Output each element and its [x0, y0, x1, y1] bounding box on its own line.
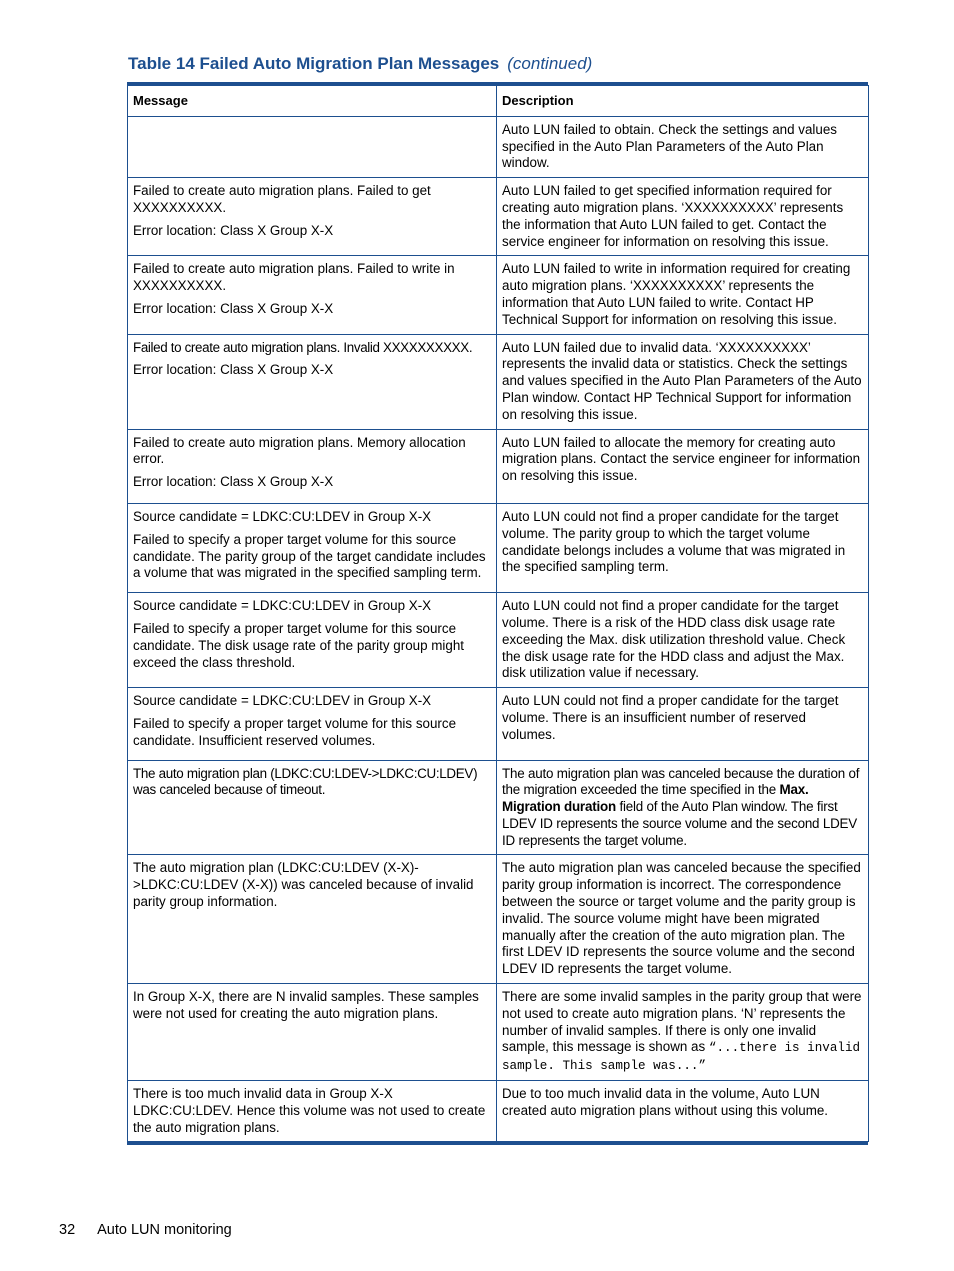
message-text: Failed to create auto migration plans. Invalid XXXXXXXXXX. — [133, 339, 473, 355]
table-row — [128, 178, 869, 256]
description-text: The auto migration plan was canceled because the specified parity group information is incorrect. The correspondence between the source or target volume and the parity group is invalid. The source volume might have been migrated manually after the creation of the auto migration plan. The first LDEV ID represents the source volume and the second LDEV ID represents the target volume. — [502, 860, 861, 977]
description-text: Auto LUN could not find a proper candidate for the target volume. The parity group to which the target volume candidate belongs includes a volume that was migrated in the specified sampling term. — [502, 508, 846, 575]
error-location: Error location: Class X Group X-X — [133, 222, 334, 238]
message-text: Failed to create auto migration plans. Failed to get XXXXXXXXXX. — [133, 183, 431, 215]
message-cell — [128, 178, 497, 256]
description-text: Auto LUN failed due to invalid data. ‘XXXXXXXXXX’ represents the invalid data or statistics. Check the settings and values specified in the Auto Plan Parameters of the Auto Plan window. Contact HP Technical Support for information on resolving this issue. — [502, 339, 862, 422]
table-continued-label: (continued) — [507, 54, 593, 73]
message-text: There is too much invalid data in Group X-X LDKC:CU:LDEV. Hence this volume was not used to create the auto migration plans. — [133, 1086, 486, 1135]
table-title: Table 14 Failed Auto Migration Plan Messages — [128, 54, 500, 73]
table-row — [128, 855, 869, 984]
message-cell — [128, 116, 497, 177]
message-cell — [128, 256, 497, 334]
message-cell — [128, 429, 497, 503]
error-location: Error location: Class X Group X-X — [133, 474, 334, 490]
table-row — [128, 760, 869, 855]
description-text-start: The auto migration plan was canceled because the duration of the migration exceeded the time specified in the — [502, 765, 860, 798]
description-text — [502, 766, 863, 850]
table-caption — [128, 54, 592, 74]
table-row — [128, 1081, 869, 1142]
description-text: Auto LUN failed to obtain. Check the settings and values specified in the Auto Plan Parameters of the Auto Plan window. — [502, 121, 837, 171]
source-candidate: Source candidate = LDKC:CU:LDEV in Group X-X — [133, 508, 432, 524]
page-footer — [59, 1222, 232, 1238]
table-row — [128, 256, 869, 334]
footer-section-title: Auto LUN monitoring — [97, 1222, 232, 1238]
message-text: The auto migration plan (LDKC:CU:LDEV->LDKC:CU:LDEV) was canceled because of timeout. — [133, 765, 478, 798]
table-row — [128, 984, 869, 1081]
description-cell — [497, 503, 869, 592]
source-candidate: Source candidate = LDKC:CU:LDEV in Group X-X — [133, 693, 432, 709]
description-text: Auto LUN could not find a proper candidate for the target volume. There is an insufficient number of reserved volumes. — [502, 693, 839, 742]
description-cell — [497, 984, 869, 1081]
message-cell — [128, 593, 497, 688]
column-header-message: Message — [128, 86, 497, 117]
table-row — [128, 503, 869, 592]
table-row — [128, 334, 869, 429]
message-text: Failed to specify a proper target volume for this source candidate. The parity group of the target candidate includes a volume that was migrated in the specified sampling term. — [133, 531, 486, 581]
error-location: Error location: Class X Group X-X — [133, 300, 334, 316]
message-code-sample: “...there is invalid sample. This sample was...” — [502, 1041, 861, 1074]
description-text: Auto LUN could not find a proper candidate for the target volume. There is a risk of the HDD class disk usage rate exceeding the Max. disk utilization threshold value. Check the disk usage rate for the HDD class and adjust the Max. disk utilization value if necessary. — [502, 598, 846, 681]
message-text: The auto migration plan (LDKC:CU:LDEV (X-X)->LDKC:CU:LDEV (X-X)) was canceled because of invalid parity group information. — [133, 860, 474, 910]
message-text: Failed to specify a proper target volume for this source candidate. The disk usage rate of the parity group might exceed the class threshold. — [133, 620, 464, 670]
description-text — [502, 989, 863, 1075]
source-candidate: Source candidate = LDKC:CU:LDEV in Group X-X — [133, 598, 432, 614]
table-row — [128, 593, 869, 688]
message-cell — [128, 688, 497, 760]
message-text: Failed to specify a proper target volume for this source candidate. Insufficient reserved volumes. — [133, 715, 457, 748]
description-text-start: There are some invalid samples in the parity group that were not used to create auto migration plans. ‘N’ represents the number of invalid samples. If there is only one invalid sample, this message is shown as — [502, 989, 862, 1055]
description-cell — [497, 429, 869, 503]
message-cell — [128, 855, 497, 984]
description-cell — [497, 1081, 869, 1142]
table-row — [128, 116, 869, 177]
description-cell — [497, 688, 869, 760]
description-cell — [497, 256, 869, 334]
description-text: Auto LUN failed to allocate the memory for creating auto migration plans. Contact the service engineer for information on resolving this issue. — [502, 434, 861, 484]
message-cell — [128, 760, 497, 855]
description-text: Auto LUN failed to write in information required for creating auto migration plans. ‘XXXXXXXXXX’ represents the information that Auto LUN failed to write. Contact HP Technical Support for information on resolving this issue. — [502, 261, 851, 327]
page-number: 32 — [59, 1222, 76, 1238]
description-cell — [497, 116, 869, 177]
messages-table — [127, 85, 869, 1142]
message-text: In Group X-X, there are N invalid samples. These samples were not used for creating the auto migration plans. — [133, 989, 479, 1021]
message-cell — [128, 334, 497, 429]
description-text: Auto LUN failed to get specified information required for creating auto migration plans. ‘XXXXXXXXXX’ represents the information that Auto LUN failed to get. Contact the service engineer for information on resolving this issue. — [502, 183, 844, 249]
description-cell — [497, 178, 869, 256]
description-cell — [497, 593, 869, 688]
messages-table-wrapper — [127, 82, 868, 1145]
description-text-end: field of the Auto Plan window. The first LDEV ID represents the source volume and the second LDEV ID represents the target volume. — [502, 799, 858, 848]
table-row — [128, 429, 869, 503]
table-header-row — [128, 86, 869, 117]
message-text: Failed to create auto migration plans. Failed to write in XXXXXXXXXX. — [133, 261, 455, 294]
description-cell — [497, 334, 869, 429]
error-location: Error location: Class X Group X-X — [133, 362, 334, 378]
message-text: Failed to create auto migration plans. Memory allocation error. — [133, 434, 466, 467]
table-row — [128, 688, 869, 760]
message-cell — [128, 984, 497, 1081]
column-header-description: Description — [497, 86, 869, 117]
message-cell — [128, 503, 497, 592]
description-cell — [497, 855, 869, 984]
message-cell — [128, 1081, 497, 1142]
field-name-bold: Max. Migration duration — [502, 782, 809, 815]
description-text: Due to too much invalid data in the volume, Auto LUN created auto migration plans without using this volume. — [502, 1086, 829, 1118]
description-cell — [497, 760, 869, 855]
